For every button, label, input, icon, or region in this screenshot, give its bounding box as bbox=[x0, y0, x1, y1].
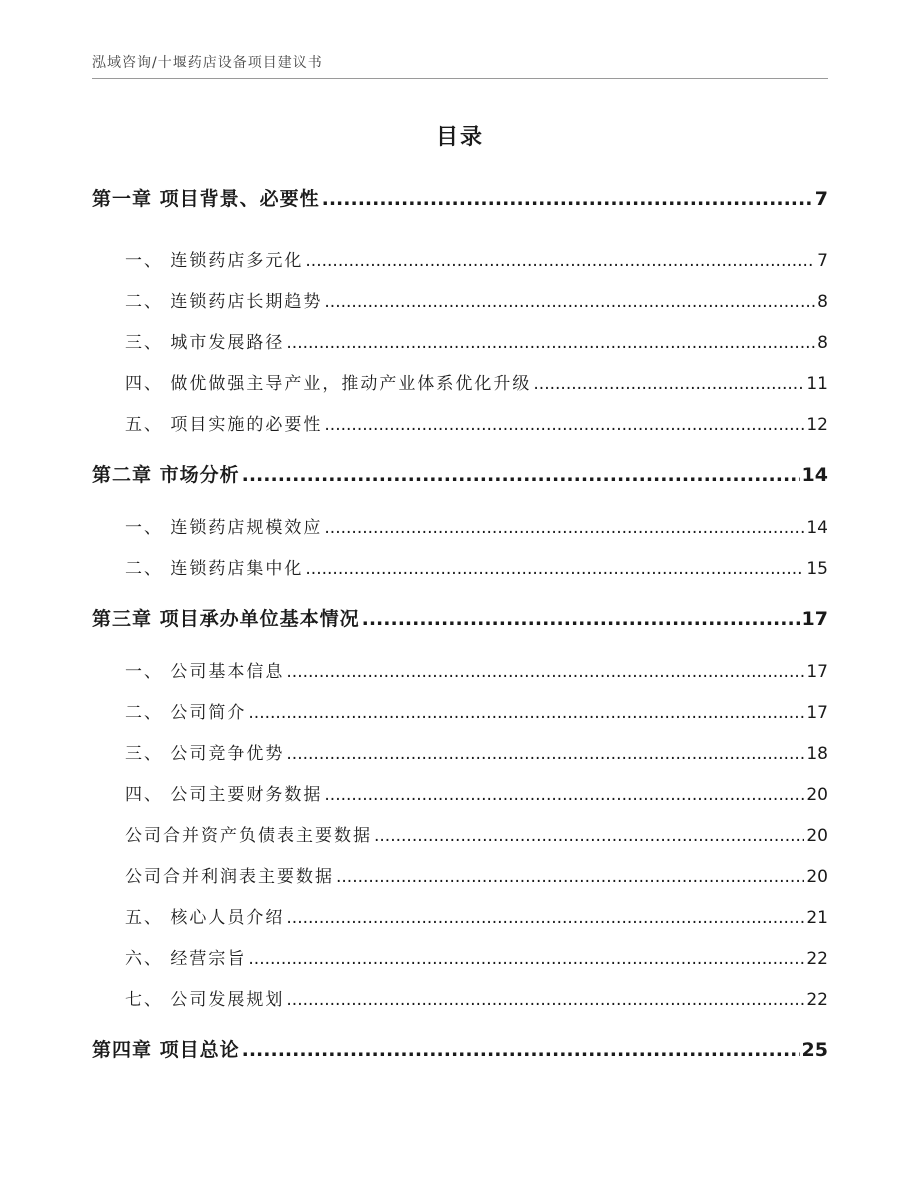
toc-entry-label: 一、 连锁药店多元化 bbox=[125, 251, 304, 271]
toc-section-entry[interactable] bbox=[92, 821, 828, 846]
toc-section-entry[interactable] bbox=[92, 944, 828, 969]
toc-entry-page: 17 bbox=[806, 662, 828, 682]
toc-entry-page: 14 bbox=[801, 464, 828, 486]
header-rule bbox=[92, 78, 828, 79]
toc-chapter-entry[interactable] bbox=[92, 184, 828, 211]
toc-entry-label: 四、 公司主要财务数据 bbox=[125, 785, 323, 805]
toc-entry-page: 12 bbox=[806, 415, 828, 435]
toc-entry-label: 三、 城市发展路径 bbox=[125, 333, 285, 353]
toc-chapter-entry[interactable] bbox=[92, 1035, 828, 1062]
toc-entry-label: 二、 连锁药店长期趋势 bbox=[125, 292, 323, 312]
toc-entry-label: 一、 公司基本信息 bbox=[125, 662, 285, 682]
toc-entry-page: 17 bbox=[801, 608, 828, 630]
toc-entry-label: 五、 核心人员介绍 bbox=[125, 908, 285, 928]
toc-entry-page: 7 bbox=[817, 251, 828, 271]
toc-leader-dots bbox=[248, 949, 804, 969]
toc-entry-page: 20 bbox=[806, 867, 828, 887]
toc-entry-page: 20 bbox=[806, 826, 828, 846]
toc-section-entry[interactable] bbox=[92, 903, 828, 928]
toc-leader-dots bbox=[362, 608, 800, 630]
toc-entry-page: 8 bbox=[817, 333, 828, 353]
toc-entry-page: 18 bbox=[806, 744, 828, 764]
toc-entry-label: 公司合并利润表主要数据 bbox=[125, 867, 334, 887]
toc-entry-page: 7 bbox=[814, 188, 828, 210]
running-header: 泓域咨询/十堰药店设备项目建议书 bbox=[92, 55, 323, 71]
toc-section-entry[interactable] bbox=[92, 369, 828, 394]
toc-entry-label: 第二章 市场分析 bbox=[92, 464, 240, 486]
toc-leader-dots bbox=[336, 867, 804, 887]
toc-leader-dots bbox=[305, 251, 815, 271]
toc-section-entry[interactable] bbox=[92, 328, 828, 353]
toc-section-entry[interactable] bbox=[92, 739, 828, 764]
toc-entry-label: 第一章 项目背景、必要性 bbox=[92, 188, 320, 210]
toc-leader-dots bbox=[324, 518, 804, 538]
toc-entry-page: 22 bbox=[806, 990, 828, 1010]
toc-leader-dots bbox=[374, 826, 804, 846]
toc-leader-dots bbox=[242, 1039, 800, 1061]
toc-section-entry[interactable] bbox=[92, 657, 828, 682]
toc-entry-label: 一、 连锁药店规模效应 bbox=[125, 518, 323, 538]
toc-section-entry[interactable] bbox=[92, 246, 828, 271]
toc-entry-label: 第三章 项目承办单位基本情况 bbox=[92, 608, 360, 630]
toc-leader-dots bbox=[286, 662, 804, 682]
toc-leader-dots bbox=[324, 292, 815, 312]
toc-entry-label: 二、 连锁药店集中化 bbox=[125, 559, 304, 579]
toc-leader-dots bbox=[286, 990, 804, 1010]
toc-leader-dots bbox=[286, 744, 804, 764]
toc-leader-dots bbox=[242, 464, 800, 486]
toc-leader-dots bbox=[305, 559, 804, 579]
toc-entry-label: 第四章 项目总论 bbox=[92, 1039, 240, 1061]
toc-entry-label: 二、 公司简介 bbox=[125, 703, 247, 723]
toc-entry-page: 11 bbox=[806, 374, 828, 394]
toc-entry-label: 四、 做优做强主导产业，推动产业体系优化升级 bbox=[125, 374, 532, 394]
toc-section-entry[interactable] bbox=[92, 985, 828, 1010]
toc-leader-dots bbox=[533, 374, 804, 394]
toc-entry-label: 三、 公司竞争优势 bbox=[125, 744, 285, 764]
toc-entry-page: 14 bbox=[806, 518, 828, 538]
toc-entry-label: 六、 经营宗旨 bbox=[125, 949, 247, 969]
toc-leader-dots bbox=[324, 415, 804, 435]
toc-section-entry[interactable] bbox=[92, 513, 828, 538]
toc-entry-page: 17 bbox=[806, 703, 828, 723]
toc-entry-page: 15 bbox=[806, 559, 828, 579]
toc-leader-dots bbox=[248, 703, 804, 723]
toc-entry-label: 五、 项目实施的必要性 bbox=[125, 415, 323, 435]
toc-leader-dots bbox=[322, 188, 813, 210]
toc-chapter-entry[interactable] bbox=[92, 604, 828, 631]
toc-section-entry[interactable] bbox=[92, 780, 828, 805]
toc-entry-page: 8 bbox=[817, 292, 828, 312]
toc-entry-page: 21 bbox=[806, 908, 828, 928]
toc-entry-label: 公司合并资产负债表主要数据 bbox=[125, 826, 372, 846]
toc-section-entry[interactable] bbox=[92, 862, 828, 887]
toc-title: 目录 bbox=[435, 125, 484, 150]
toc-section-entry[interactable] bbox=[92, 698, 828, 723]
toc-entry-label: 七、 公司发展规划 bbox=[125, 990, 285, 1010]
toc-leader-dots bbox=[286, 333, 815, 353]
toc-chapter-entry[interactable] bbox=[92, 460, 828, 487]
toc-entry-page: 25 bbox=[801, 1039, 828, 1061]
toc-section-entry[interactable] bbox=[92, 554, 828, 579]
toc-leader-dots bbox=[324, 785, 804, 805]
toc-entry-page: 22 bbox=[806, 949, 828, 969]
toc-section-entry[interactable] bbox=[92, 410, 828, 435]
toc-leader-dots bbox=[286, 908, 804, 928]
toc-entry-page: 20 bbox=[806, 785, 828, 805]
toc-section-entry[interactable] bbox=[92, 287, 828, 312]
